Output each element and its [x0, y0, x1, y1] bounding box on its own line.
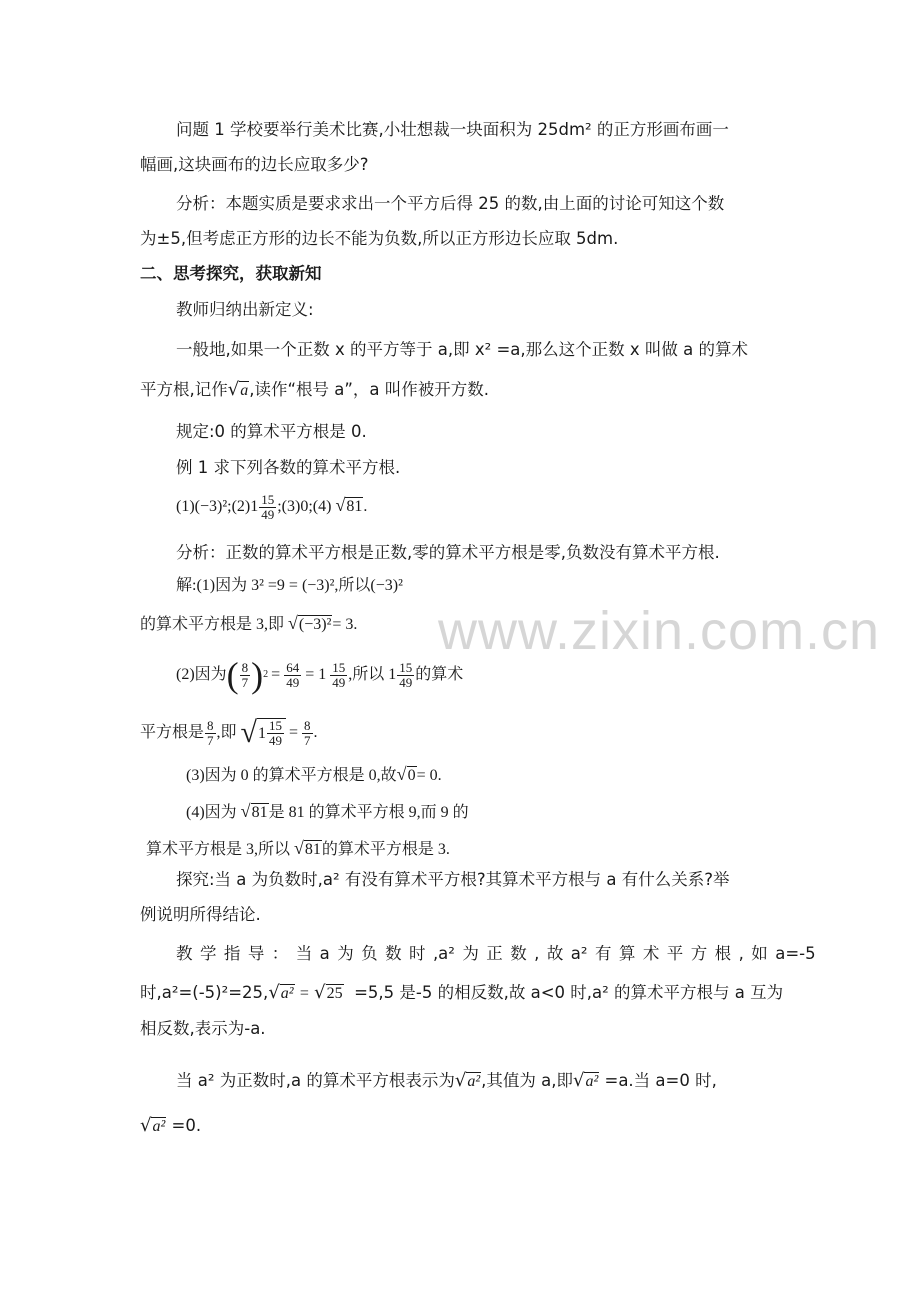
fraction-denominator: 49: [286, 674, 300, 690]
solution-3-text: (3)因为 0 的算术平方根是 0,故: [186, 767, 397, 784]
watermark: www.zixin.com.cn: [438, 601, 881, 661]
problem1-line1: 问题 1 学校要举行美术比赛,小壮想裁一块面积为 25dm² 的正方形画布画一: [176, 120, 729, 139]
solution-1b-result: = 3.: [332, 616, 358, 633]
fraction: [284, 661, 301, 690]
fraction-denominator: 49: [261, 507, 275, 522]
guidance-word: 算: [618, 944, 636, 963]
positive-case-text: 当 a² 为正数时,a 的算术平方根表示为: [176, 1071, 455, 1090]
guidance-word: a=-5: [775, 944, 816, 963]
guidance-word: 故: [546, 944, 564, 963]
mixed-integer: 1: [258, 724, 266, 742]
guidance-word: 术: [642, 944, 660, 963]
fraction: [330, 661, 347, 690]
equals: =: [289, 724, 299, 741]
equals: =: [271, 666, 281, 683]
solution-2b-text: 平方根是: [140, 724, 205, 741]
positive-case-text-d: =0.: [171, 1116, 202, 1135]
example1-period: .: [363, 498, 368, 516]
positive-case-radicand: a²: [467, 1073, 481, 1090]
example1-fraction: [259, 493, 276, 522]
definition-line2: [140, 378, 489, 403]
definition-text-b: ,读作“根号 a”，a 叫作被开方数.: [249, 380, 490, 399]
definition-radicand: a: [240, 382, 249, 399]
solution-4b-text: 算术平方根是 3,所以: [146, 841, 291, 858]
solution-2a-so: ,所以 1: [348, 666, 397, 683]
guidance-word: 如: [751, 944, 768, 963]
fraction: [397, 661, 414, 690]
guidance-word: 负: [361, 944, 378, 963]
fraction-numerator: 8: [304, 717, 311, 733]
radical-symbol: √: [240, 716, 257, 749]
right-paren: ): [251, 655, 264, 695]
fraction-denominator: 7: [207, 732, 214, 748]
radical-symbol: √: [572, 1070, 585, 1091]
analysis2: 分析：正数的算术平方根是正数,零的算术平方根是零,负数没有算术平方根.: [176, 543, 720, 562]
solution-3-radicand: 0: [407, 767, 416, 784]
guidance-word: ,a²: [432, 944, 455, 963]
example1-radicand: 81: [346, 498, 363, 516]
left-paren: (: [226, 655, 239, 695]
example1-item-text-2: ;(3)0;(4): [277, 498, 332, 516]
fraction: [240, 661, 251, 690]
section2-heading: 二、思考探究，获取新知: [140, 264, 322, 283]
radical-symbol: √: [314, 982, 326, 1003]
guidance-line2-text: 时,a²=(-5)²=25,: [140, 983, 269, 1002]
definition-text-a: 平方根,记作: [140, 380, 228, 399]
solution-2a-text: (2)因为: [176, 666, 227, 683]
definition-line1: 一般地,如果一个正数 x 的平方等于 a,即 x² =a,那么这个正数 x 叫做 a 的算术: [176, 340, 749, 359]
radical-symbol: √: [335, 495, 346, 516]
positive-case-line1: [176, 1069, 717, 1094]
positive-case-line2: [140, 1114, 201, 1139]
solution-2b-radicand: [257, 718, 286, 748]
equals-one: = 1: [305, 666, 327, 683]
guidance-word: 为: [462, 944, 479, 963]
radical-symbol: √: [396, 764, 407, 784]
guidance-word: 为: [337, 944, 354, 963]
solution-2a: (2)因为 ( $\frac{8}{7}$ ) 2 = $\frac{64}{49}$ = 1 $\frac{15}{49}$ ,所以 1 $\frac{15}{49}$ 的算术: [176, 655, 464, 695]
explore-line1: 探究:当 a 为负数时,a² 有没有算术平方根?其算术平方根与 a 有什么关系?举: [176, 870, 730, 889]
radical-symbol: √: [240, 801, 251, 821]
guidance-word: 教: [176, 944, 193, 963]
fraction-denominator: 49: [269, 733, 282, 748]
example1-items: [176, 493, 367, 522]
analysis1-line1: 分析：本题实质是要求求出一个平方后得 25 的数,由上面的讨论可知这个数: [176, 194, 725, 213]
guidance-word: 方: [690, 944, 708, 963]
period: .: [313, 724, 318, 741]
rule: 规定:0 的算术平方根是 0.: [176, 422, 367, 441]
solution-2b: [140, 710, 318, 756]
solution-4a-text: (4)因为: [186, 804, 237, 821]
solution-4a-post: 是 81 的算术平方根 9,而 9 的: [268, 804, 469, 821]
fraction-numerator: 15: [399, 659, 413, 675]
fraction-denominator: 7: [241, 674, 249, 690]
solution-4a-radicand: 81: [251, 804, 268, 821]
solution-4b-post: 的算术平方根是 3.: [321, 841, 450, 858]
guidance-word: 正: [486, 944, 503, 963]
example1-item-text: (1)(−3)²;(2)1: [176, 498, 259, 516]
fraction: [205, 719, 216, 748]
fraction: [267, 719, 284, 748]
guidance-word: 数: [385, 944, 402, 963]
guidance-word: 数: [510, 944, 527, 963]
guidance-line2-rest: =5,5 是-5 的相反数,故 a<0 时,a² 的算术平方根与 a 互为: [354, 983, 784, 1002]
guidance-line2: [140, 981, 783, 1006]
guidance-word: 指: [223, 944, 241, 963]
radical-symbol: √: [454, 1070, 467, 1091]
example1-title: 例 1 求下列各数的算术平方根.: [176, 458, 401, 477]
positive-case-text-c: =a.当 a=0 时,: [604, 1071, 717, 1090]
solution-4a: [186, 799, 469, 825]
guidance-radicand-25: 25: [326, 985, 343, 1002]
fraction-numerator: 15: [269, 718, 282, 733]
fraction-numerator: 8: [241, 659, 249, 675]
problem1-line2: 幅画,这块画布的边长应取多少?: [140, 155, 369, 174]
positive-case-radicand-3: a²: [152, 1118, 166, 1135]
positive-case-text-b: ,其值为 a,即: [481, 1071, 573, 1090]
solution-1b-radicand: (−3)²: [298, 616, 332, 633]
guidance-word: ：: [271, 944, 289, 963]
fraction-denominator: 7: [304, 732, 311, 748]
fraction-numerator: 15: [332, 659, 346, 675]
fraction-numerator: 15: [261, 492, 275, 507]
guidance-word: 当: [295, 944, 313, 963]
solution-2a-end: 的算术: [415, 666, 464, 683]
solution-1b: [140, 611, 357, 637]
guidance-radicand: a²: [280, 985, 294, 1002]
equals: =: [299, 985, 309, 1002]
solution-4b-radicand: 81: [304, 841, 321, 858]
radical-symbol: √: [227, 379, 240, 400]
fraction-numerator: 64: [286, 659, 300, 675]
teacher-summary: 教师归纳出新定义:: [176, 300, 314, 319]
solution-3: [186, 762, 442, 788]
solution-1a: 解:(1)因为 3² =9 = (−3)²,所以(−3)²: [176, 577, 403, 594]
guidance-word: a: [319, 944, 330, 963]
radical-symbol: √: [288, 613, 298, 633]
solution-4b: [146, 836, 450, 862]
fraction: [302, 719, 313, 748]
guidance-line3: 相反数,表示为-a.: [140, 1019, 266, 1038]
fraction-denominator: 49: [332, 674, 346, 690]
fraction-denominator: 49: [399, 674, 413, 690]
positive-case-radicand-2: a²: [585, 1073, 599, 1090]
guidance-word: ,: [534, 944, 540, 963]
guidance-word: 有: [594, 944, 612, 963]
radical-symbol: √: [268, 982, 280, 1003]
analysis1-line2: 为±5,但考虑正方形的边长不能为负数,所以正方形边长应取 5dm.: [140, 229, 619, 248]
guidance-word: 导: [247, 944, 265, 963]
radical-symbol: √: [294, 838, 304, 858]
guidance-word: 根: [714, 944, 732, 963]
guidance-word: 平: [666, 944, 684, 963]
guidance-word: ,: [738, 944, 744, 963]
solution-3-result: = 0.: [416, 767, 442, 784]
guidance-word: 学: [199, 944, 217, 963]
solution-2b-ie: ,即: [216, 724, 237, 741]
explore-line2: 例说明所得结论.: [140, 905, 261, 924]
guidance-word: 时: [409, 944, 426, 963]
fraction-numerator: 8: [207, 717, 214, 733]
guidance-line1: [176, 942, 816, 966]
solution-1b-text: 的算术平方根是 3,即: [140, 616, 285, 633]
guidance-word: a²: [570, 944, 588, 963]
radical-symbol: √: [140, 1115, 152, 1136]
